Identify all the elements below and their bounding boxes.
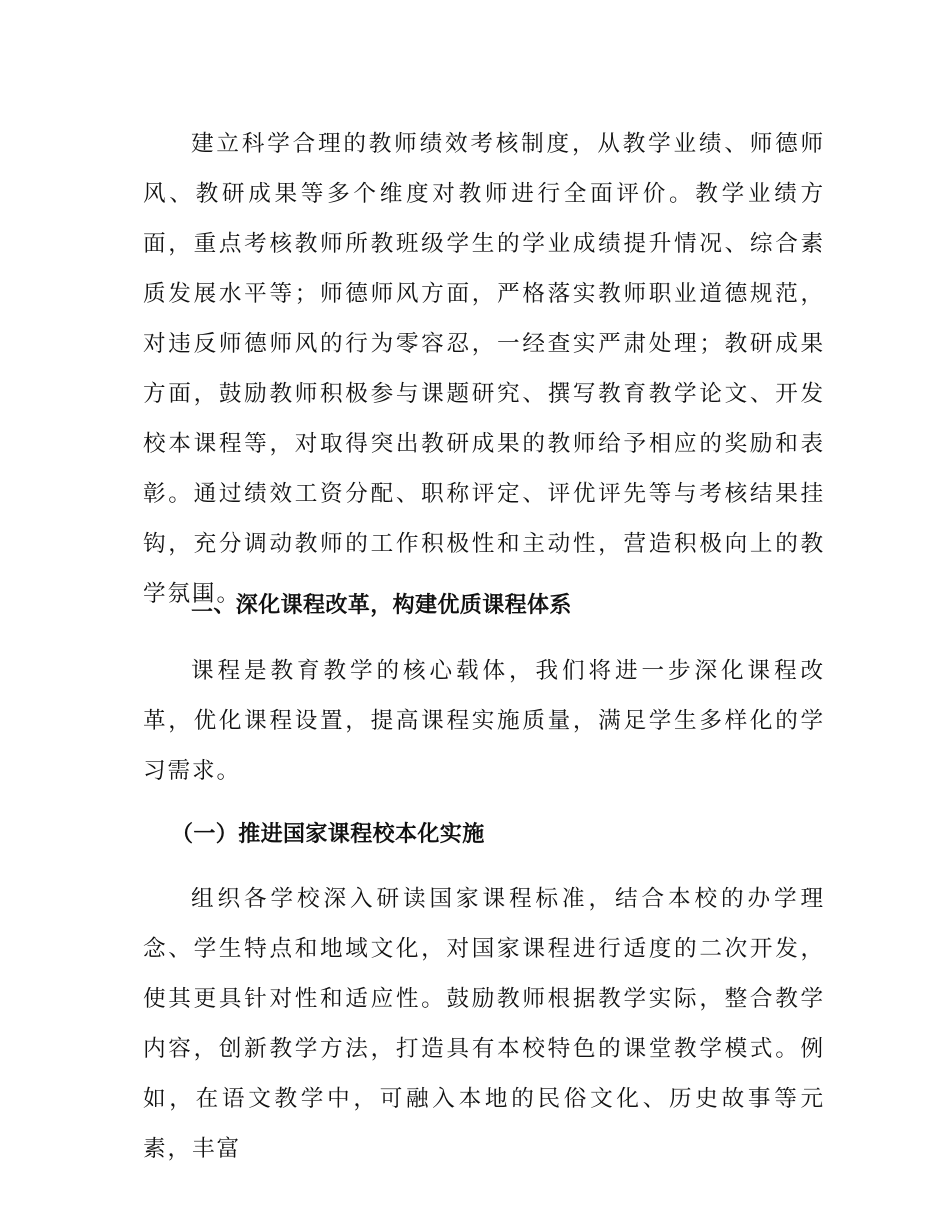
section-heading-curriculum-reform: 二、深化课程改革，构建优质课程体系: [191, 593, 572, 618]
body-paragraph-national-curriculum: 组织各学校深入研读国家课程标准，结合本校的办学理念、学生特点和地域文化，对国家课程进行适度的二次开发，使其更具针对性和适应性。鼓励教师根据教学实际，整合教学内容，创新教学方法，打造具有本校特色的课堂教学模式。例如，在语文教学中，可融入本地的民俗文化、历史故事等元素，丰富: [143, 886, 825, 1162]
subsection-heading-national-curriculum: （一）推进国家课程校本化实施: [171, 822, 485, 847]
body-paragraph-curriculum-intro: 课程是教育教学的核心载体，我们将进一步深化课程改革，优化课程设置，提高课程实施质量，满足学生多样化的学习需求。: [143, 658, 825, 784]
body-paragraph-teacher-evaluation: 建立科学合理的教师绩效考核制度，从教学业绩、师德师风、教研成果等多个维度对教师进行全面评价。教学业绩方面，重点考核教师所教班级学生的学业成绩提升情况、综合素质发展水平等；师德师风方面，严格落实教师职业道德规范，对违反师德师风的行为零容忍，一经查实严肃处理；教研成果方面，鼓励教师积极参与课题研究、撰写教育教学论文、开发校本课程等，对取得突出教研成果的教师给予相应的奖励和表彰。通过绩效工资分配、职称评定、评优评先等与考核结果挂钩，充分调动教师的工作积极性和主动性，营造积极向上的教学氛围。: [143, 131, 825, 607]
